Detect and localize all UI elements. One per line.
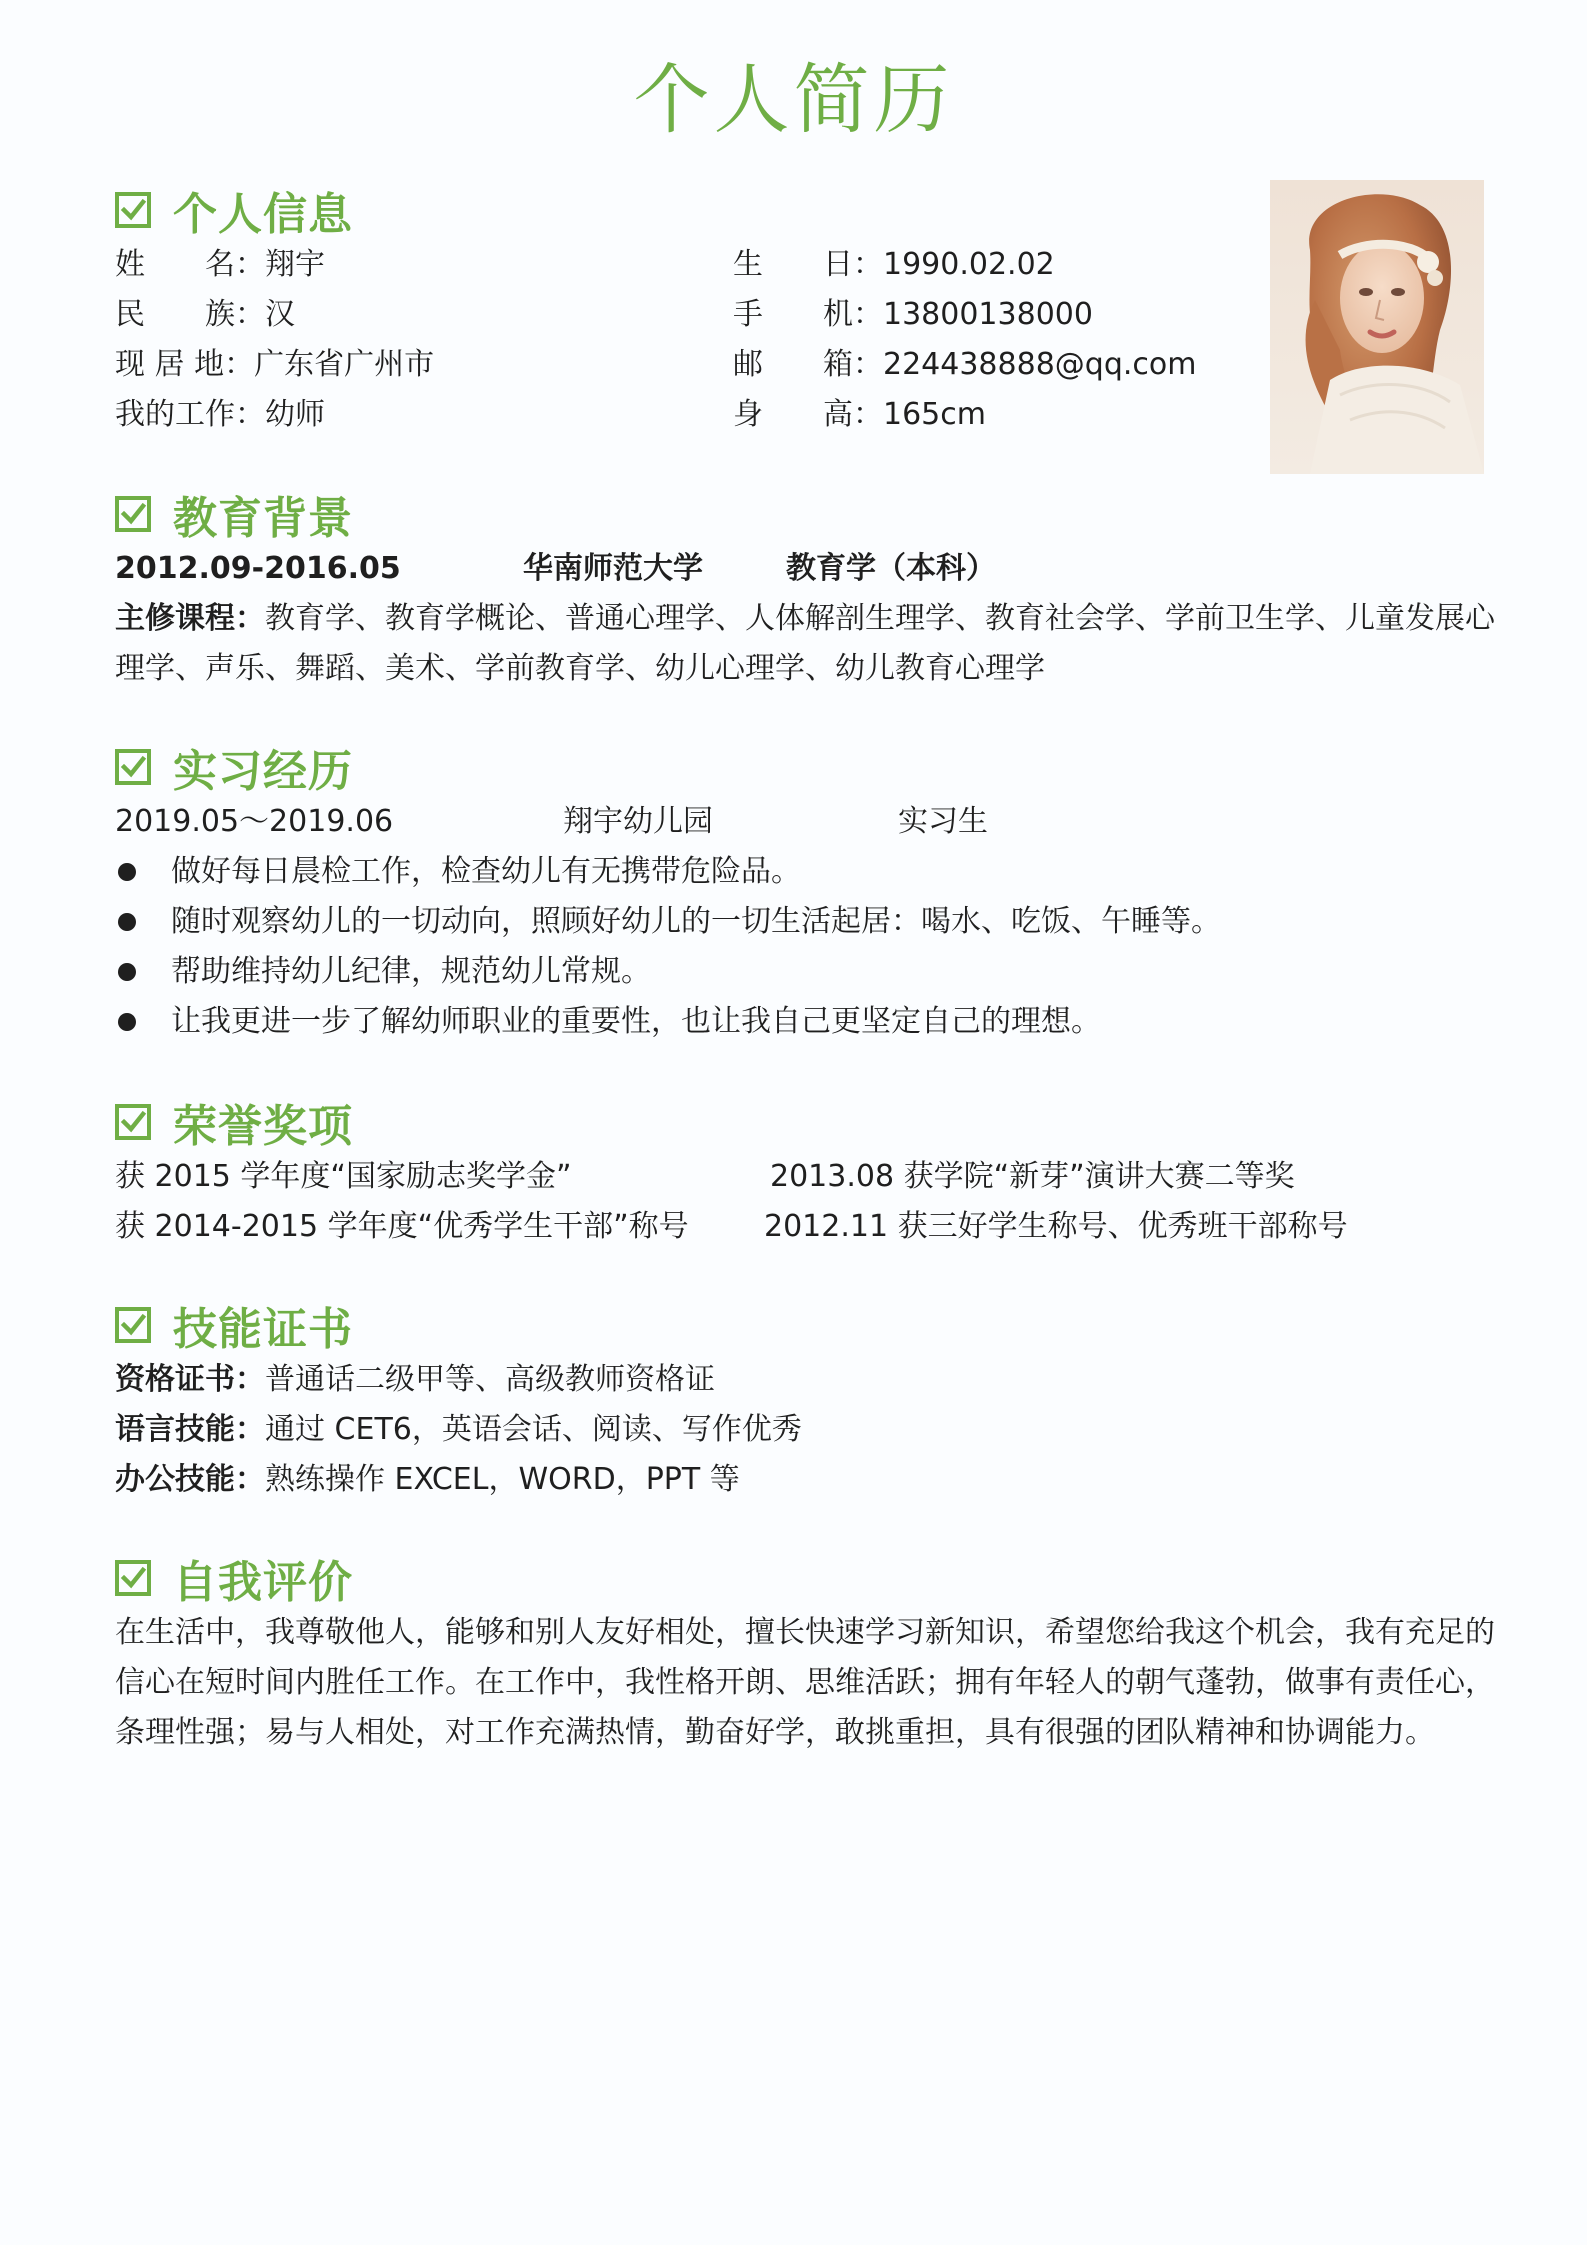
duty-item: 随时观察幼儿的一切动向，照顾好幼儿的一切生活起居：喝水、吃饭、午睡等。 [171, 904, 1221, 939]
duty-item: 让我更进一步了解幼师职业的重要性，也让我自己更坚定自己的理想。 [171, 1004, 1101, 1039]
info-label: 身 高： [733, 397, 883, 432]
internship-company: 翔宇幼儿园 [563, 804, 713, 839]
info-row-job [115, 393, 325, 437]
bullet-icon [118, 1013, 136, 1031]
info-label: 生 日： [733, 247, 883, 282]
honor-item: 2013.08 获学院“新芽”演讲大赛二等奖 [770, 1159, 1295, 1194]
info-row-ethnicity [115, 293, 295, 337]
info-value: 幼师 [265, 397, 325, 432]
info-row-height [733, 393, 986, 437]
skill-item-language [115, 1408, 802, 1452]
skill-label: 语言技能： [115, 1412, 265, 1447]
internship-period: 2019.05～2019.06 [115, 804, 394, 839]
info-row-email [733, 343, 1196, 387]
honor-item: 获 2015 学年度“国家励志奖学金” [115, 1159, 572, 1194]
courses-line-2: 理学、声乐、舞蹈、美术、学前教育学、幼儿心理学、幼儿教育心理学 [115, 651, 1045, 686]
info-label: 我的工作： [115, 397, 265, 432]
education-major: 教育学（本科） [786, 551, 996, 586]
checkbox-checked-icon [115, 1560, 151, 1596]
self-eval-line: 信心在短时间内胜任工作。在工作中，我性格开朗、思维活跃；拥有年轻人的朝气蓬勃，做事有责任心， [115, 1665, 1495, 1700]
section-title-internship: 实习经历 [173, 746, 353, 797]
info-value: 13800138000 [883, 297, 1093, 332]
section-header-personal [115, 182, 353, 238]
section-title-skills: 技能证书 [173, 1304, 353, 1355]
duty-item: 做好每日晨检工作，检查幼儿有无携带危险品。 [171, 854, 801, 889]
info-row-name [115, 243, 325, 287]
section-header-self-eval [115, 1550, 353, 1606]
info-label: 手 机： [733, 297, 883, 332]
info-label: 姓 名： [115, 247, 265, 282]
education-period: 2012.09-2016.05 [115, 551, 401, 586]
checkbox-checked-icon [115, 192, 151, 228]
checkbox-checked-icon [115, 1307, 151, 1343]
info-value: 1990.02.02 [883, 247, 1055, 282]
courses-label: 主修课程： [115, 601, 265, 636]
section-title-education: 教育背景 [173, 493, 353, 544]
section-header-education [115, 486, 353, 542]
skill-label: 资格证书： [115, 1362, 265, 1397]
section-title-self-eval: 自我评价 [173, 1557, 353, 1608]
info-value: 165cm [883, 397, 986, 432]
section-header-internship [115, 739, 353, 795]
info-value: 广东省广州市 [254, 347, 435, 382]
duty-item: 帮助维持幼儿纪律，规范幼儿常规。 [171, 954, 651, 989]
checkbox-checked-icon [115, 1104, 151, 1140]
info-value: 翔宇 [265, 247, 325, 282]
section-header-skills [115, 1297, 353, 1353]
honor-item: 2012.11 获三好学生称号、优秀班干部称号 [764, 1209, 1348, 1244]
checkbox-checked-icon [115, 496, 151, 532]
self-eval-line: 条理性强；易与人相处，对工作充满热情，勤奋好学，敢挑重担，具有很强的团队精神和协调能力。 [115, 1715, 1435, 1750]
checkbox-checked-icon [115, 749, 151, 785]
info-value: 224438888@qq.com [883, 347, 1197, 382]
bullet-icon [118, 913, 136, 931]
skill-value: 普通话二级甲等、高级教师资格证 [265, 1362, 715, 1397]
info-row-residence [115, 343, 434, 387]
courses-text: 教育学、教育学概论、普通心理学、人体解剖生理学、教育社会学、学前卫生学、儿童发展心 [265, 601, 1495, 636]
skill-item-office [115, 1458, 740, 1502]
info-label: 民 族： [115, 297, 265, 332]
profile-photo [1270, 180, 1484, 474]
self-eval-line: 在生活中，我尊敬他人，能够和别人友好相处，擅长快速学习新知识，希望您给我这个机会，我有充足的 [115, 1615, 1495, 1650]
skill-value: 通过 CET6，英语会话、阅读、写作优秀 [265, 1412, 802, 1447]
info-row-phone [733, 293, 1093, 337]
section-title-honors: 荣誉奖项 [173, 1101, 353, 1152]
info-label: 邮 箱： [733, 347, 883, 382]
internship-role: 实习生 [898, 804, 988, 839]
info-value: 汉 [265, 297, 295, 332]
portrait-image [1270, 180, 1484, 474]
bullet-icon [118, 863, 136, 881]
info-row-birthday [733, 243, 1055, 287]
skill-label: 办公技能： [115, 1462, 265, 1497]
skill-item-certificate [115, 1358, 715, 1402]
section-header-honors [115, 1094, 353, 1150]
courses-line-1 [115, 597, 1495, 641]
bullet-icon [118, 963, 136, 981]
info-label: 现 居 地： [115, 347, 255, 382]
honor-item: 获 2014-2015 学年度“优秀学生干部”称号 [115, 1209, 689, 1244]
education-school: 华南师范大学 [523, 551, 703, 586]
section-title-personal: 个人信息 [173, 189, 353, 240]
page-title: 个人简历 [633, 55, 954, 144]
skill-value: 熟练操作 EXCEL，WORD，PPT 等 [265, 1462, 740, 1497]
